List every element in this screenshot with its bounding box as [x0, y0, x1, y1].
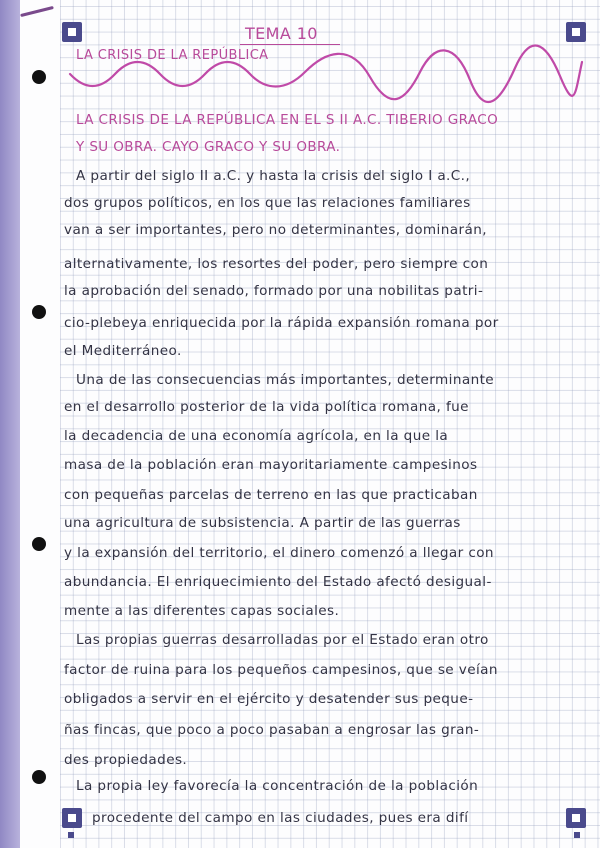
body-text-line: y la expansión del territorio, el dinero comenzó a llegar con — [64, 545, 494, 561]
body-text-line: ñas fincas, que poco a poco pasaban a engrosar las gran- — [64, 722, 480, 738]
body-text-line: des propiedades. — [64, 752, 188, 768]
binder-hole-icon — [32, 305, 46, 319]
page-subtitle: LA CRISIS DE LA REPÚBLICA — [76, 48, 269, 63]
title-underline — [240, 44, 340, 45]
left-margin — [20, 0, 60, 848]
binder-hole-icon — [32, 537, 46, 551]
body-text-line: procedente del campo en las ciudades, pues era difí — [92, 810, 469, 826]
notebook-binding-strip — [0, 0, 20, 848]
body-text-line: abundancia. El enriquecimiento del Estado afectó desigual- — [64, 574, 492, 590]
section-heading-line: Y SU OBRA. CAYO GRACO Y SU OBRA. — [76, 139, 341, 155]
body-text-line: la decadencia de una economía agrícola, en la que la — [64, 428, 449, 444]
body-text-line: la aprobación del senado, formado por una nobilitas patri- — [64, 283, 484, 299]
body-text-line: Las propias guerras desarrolladas por el Estado eran otro — [76, 632, 489, 648]
body-text-line: el Mediterráneo. — [64, 343, 182, 359]
body-text-line: dos grupos políticos, en los que las relaciones familiares — [64, 195, 471, 211]
page-title: TEMA 10 — [245, 24, 318, 43]
corner-tick-icon — [68, 832, 74, 838]
body-text-line: van a ser importantes, pero no determinantes, dominarán, — [64, 222, 487, 238]
body-text-line: A partir del siglo II a.C. y hasta la crisis del siglo I a.C., — [76, 168, 471, 184]
body-text-line: mente a las diferentes capas sociales. — [64, 603, 340, 619]
body-text-line: Una de las consecuencias más importantes, determinante — [76, 372, 495, 388]
section-heading-line: LA CRISIS DE LA REPÚBLICA EN EL S II A.C. TIBERIO GRACO — [76, 112, 499, 128]
body-text-line: obligados a servir en el ejército y desatender sus peque- — [64, 691, 474, 707]
binder-hole-icon — [32, 770, 46, 784]
corner-marker-icon — [566, 808, 586, 828]
body-text-line: con pequeñas parcelas de terreno en las que practicaban — [64, 487, 478, 503]
body-text-line: cio-plebeya enriquecida por la rápida expansión romana por — [64, 315, 499, 331]
body-text-line: alternativamente, los resortes del poder, pero siempre con — [64, 256, 489, 272]
body-text-line: factor de ruina para los pequeños campesinos, que se veían — [64, 662, 498, 678]
body-text-line: masa de la población eran mayoritariamente campesinos — [64, 457, 478, 473]
body-text-line: en el desarrollo posterior de la vida política romana, fue — [64, 399, 469, 415]
body-text-line: una agricultura de subsistencia. A partir de las guerras — [64, 515, 461, 531]
corner-tick-icon — [574, 832, 580, 838]
body-text-line: La propia ley favorecía la concentración de la población — [76, 778, 479, 794]
corner-marker-icon — [62, 808, 82, 828]
binder-hole-icon — [32, 70, 46, 84]
